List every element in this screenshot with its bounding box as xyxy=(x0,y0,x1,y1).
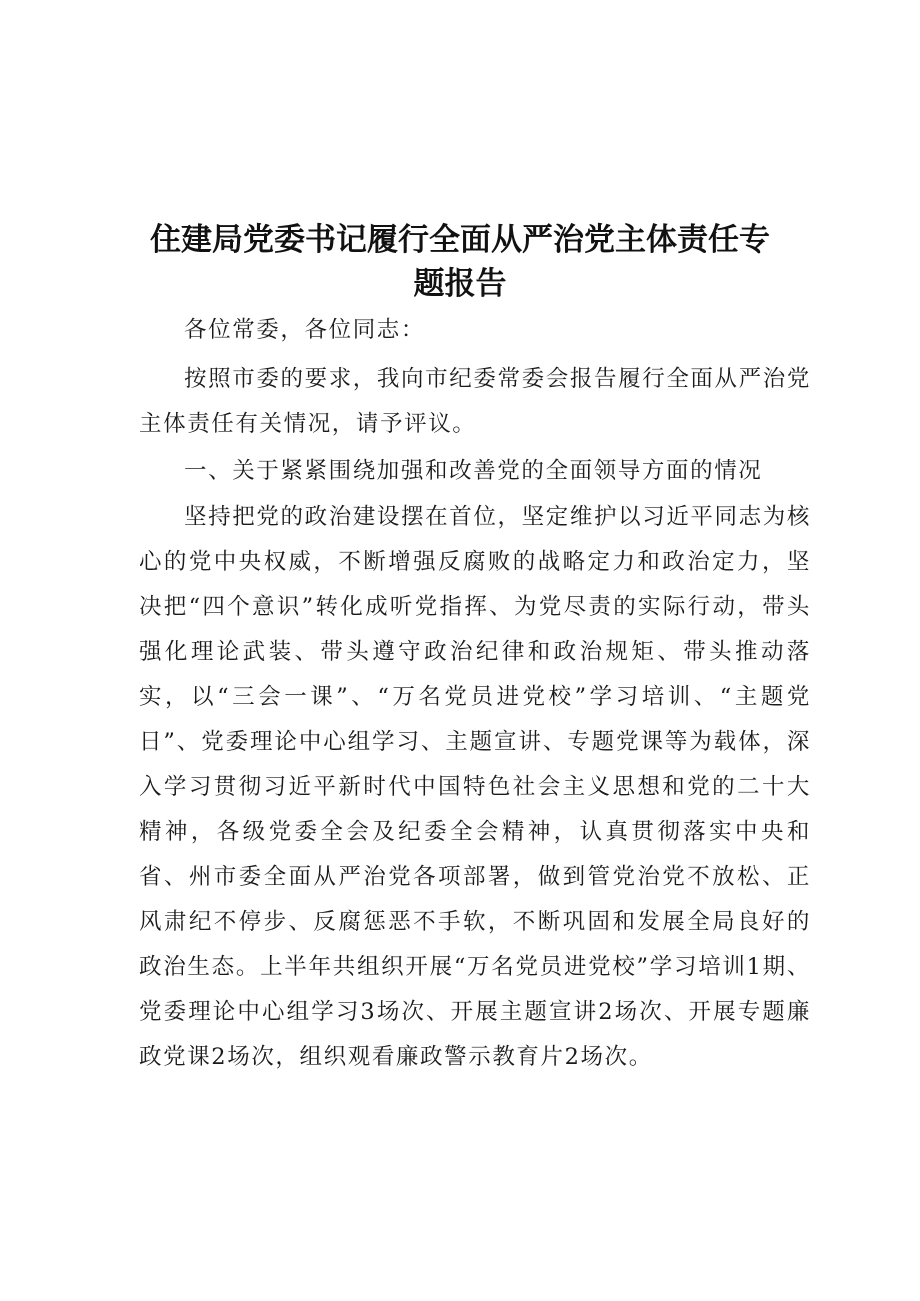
section-1-paragraph: 坚持把党的政治建设摆在首位，坚定维护以习近平同志为核心的党中央权威，不断增强反腐败的战略定力和政治定力，坚决把“四个意识”转化成听党指挥、为党尽责的实际行动，带头强化理论武装、带头遵守政治纪律和政治规矩、带头推动落实，以“三会一课”、“万名党员进党校”学习培训、“主题党日”、党委理论中心组学习、主题宣讲、专题党课等为载体，深入学习贯彻习近平新时代中国特色社会主义思想和党的二十大精神，各级党委全会及纪委全会精神，认真贯彻落实中央和省、州市委全面从严治党各项部署，做到管党治党不放松、正风肃纪不停步、反腐惩恶不手软，不断巩固和发展全局良好的政治生态。上半年共组织开展“万名党员进党校”学习培训1期、党委理论中心组学习3场次、开展主题宣讲2场次、开展专题廉政党课2场次，组织观看廉政警示教育片2场次。 xyxy=(139,504,811,1070)
document-title: 住建局党委书记履行全面从严治党主体责任专题报告 xyxy=(150,222,770,302)
intro-paragraph: 按照市委的要求，我向市纪委常委会报告履行全面从严治党主体责任有关情况，请予评议。 xyxy=(139,366,811,437)
greeting-paragraph: 各位常委，各位同志： xyxy=(184,317,426,343)
section-1-heading: 一、关于紧紧围绕加强和改善党的全面领导方面的情况 xyxy=(184,458,763,484)
